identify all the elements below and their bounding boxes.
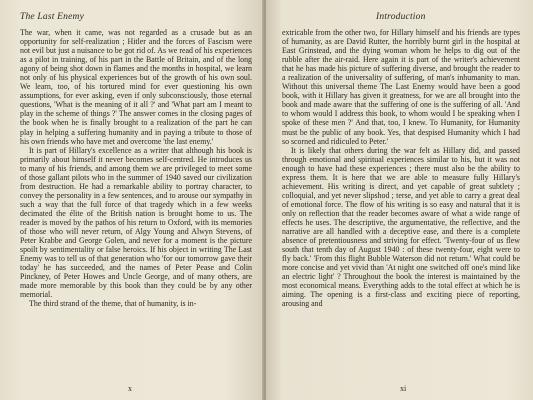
left-paragraph-1: The war, when it came, was not regarded as a crusade but as an opportunity for self-realization ; Hitler and the forces of Fascism were not evil but just a nuisance to be got rid of. As we read of his experiences as a pilot in training, of his part in the Battle of Britain, and of the long agony of being shot down in flames and the months in hospital, we learn not only of his physical experiences but of the growth of his own soul. We learn, too, of his tortured mind for ever questioning his own assumptions, for ever asking, even if only subconsciously, those eternal questions, 'What is the meaning of it all ?' and 'What part am I meant to play in the scheme of things ?' The answer comes in the closing pages of the book when he is finally brought to a realization of the part he can play in helping a suffering humanity and in paying a tribute to those of his own friends who have met and overcome 'the last enemy.': [20, 28, 252, 146]
right-page-number: xi: [400, 384, 407, 393]
left-paragraph-2: It is part of Hillary's excellence as a writer that although his book is primarily about himself it never becomes self-centred. He introduces us to many of his friends, and among them we are privileged to meet some of those gallant pilots who in the summer of 1940 saved our civilization from destruction. He had a remarkable ability to portray character, to convey the personality in a few sentences, and to arouse our sympathy in such a way that the full force of that tragedy which in a few weeks decimated the élite of the British nation is brought home to us. The reader is moved by the pathos of his return to Oxford, with its memories of those who will never return, of Algy Young and Alwyn Stevens, of Peter Krabbe and George Golen, and never for a moment is the picture spoilt by sentimentality or false heroics. If his object in writing The Last Enemy was to tell us of that generation who 'for our tomorrow gave their today' he has succeeded, and the names of Peter Pease and Colin Pinckney, of Peter Howes and Uncle George, and of many others, are made more memorable by this book than they could be by any other memorial.: [20, 145, 252, 300]
right-page-body: [282, 28, 520, 308]
left-running-head: The Last Enemy: [20, 12, 85, 22]
right-paragraph-1: extricable from the other two, for Hillary himself and his friends are types of humanity, as are David Rutter, the horribly burnt girl in the hospital at East Grinstead, and the dying woman whom he helps to dig out of the rubble after the air-raid. Here again it is part of the writer's achievement that he has made his picture of suffering diverse, and brought the reader to a realization of the universality of suffering, of man's inhumanity to man. Without this universal theme The Last Enemy would have been a good book, with it Hillary has given it greatness, for we are all brought into the book and made aware that the suffering of one is the suffering of all. 'And to whom would I address this book, to whom would I be speaking when I spoke of these men ?' And that, too, I knew. To Humanity, for Humanity must be the public of any book. Yes, that despised Humanity which I had so scorned and ridiculed to Peter.': [282, 28, 520, 146]
left-paragraph-3: The third strand of the theme, that of humanity, is in-: [29, 299, 197, 309]
left-page: [0, 0, 264, 400]
left-page-body: [20, 28, 252, 308]
right-page: [266, 0, 533, 400]
right-running-head: Introduction: [376, 12, 426, 22]
left-page-number: x: [128, 384, 132, 393]
right-paragraph-2: It is likely that others during the war felt as Hillary did, and passed through emotional and spiritual experiences similar to his, but it was not enough to have had these experiences ; there must also be the ability to express them. It is here that we are able to measure fully Hillary's achievement. His writing is direct, and yet capable of great subtlety ; colloquial, and yet never slipshod ; terse, and yet able to carry a great deal of emotional force. The flow of his writing is so easy and natural that it is only on reflection that the reader becomes aware of what a wide range of effects he uses. The descriptive, the argumentative, the reflective, and the narrative are all handled with a deceptive ease, and there is a complete absence of pretentiousness and striving for effect. 'Twenty-four of us flew south that tenth day of August 1940 : of these twenty-four, eight were to fly back.' 'From this flight Bubble Waterson did not return.' What could be more concise and yet vivid than 'At night one switched off one's mind like an electric light' ? Throughout the book the interest is maintained by the most economical means. Everything adds to the total effect at which he is aiming. The opening is a first-class and exciting piece of reporting, arousing and: [282, 145, 520, 309]
